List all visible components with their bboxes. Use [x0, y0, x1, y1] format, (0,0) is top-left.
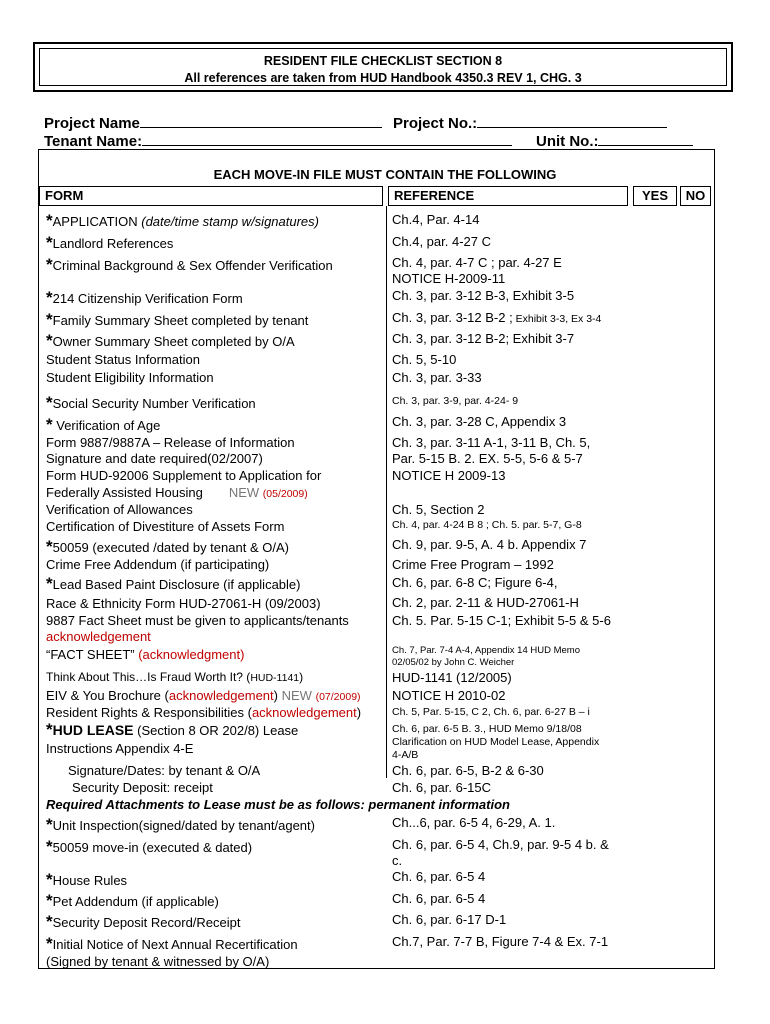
ref-crime-free: Crime Free Program – 1992 — [392, 557, 554, 572]
row-lease-1: *HUD LEASE (Section 8 OR 202/8) Lease — [46, 720, 299, 739]
ref-divestiture: Ch. 4, par. 4-24 B 8 ; Ch. 5. par. 5-7, G-8 — [392, 519, 582, 531]
ref-fact-9887: Ch. 5. Par. 5-15 C-1; Exhibit 5-5 & 5-6 — [392, 613, 611, 628]
ref-50059-movein-1: Ch. 6, par. 6-5 4, Ch.9, par. 9-5 4 b. & — [392, 837, 609, 852]
row-release-1: Form 9887/9887A – Release of Information — [46, 435, 295, 450]
ref-ssn: Ch. 3, par. 3-9, par. 4-24- 9 — [392, 395, 519, 407]
row-citizenship: *214 Citizenship Verification Form — [46, 288, 243, 307]
ref-criminal-1: Ch. 4, par. 4-7 C ; par. 4-27 E — [392, 255, 562, 270]
project-name-field[interactable] — [140, 112, 382, 128]
ref-unit-inspection: Ch...6, par. 6-5 4, 6-29, A. 1. — [392, 815, 556, 830]
section-title: EACH MOVE-IN FILE MUST CONTAIN THE FOLLOWING — [213, 167, 557, 182]
row-application: *APPLICATION (date/time stamp w/signatures) — [46, 211, 319, 230]
row-criminal: *Criminal Background & Sex Offender Verification — [46, 255, 333, 274]
ref-house-rules: Ch. 6, par. 6-5 4 — [392, 869, 486, 884]
title-box — [33, 42, 733, 92]
unit-no-label: Unit No.: — [536, 133, 599, 150]
row-security-deposit-record: *Security Deposit Record/Receipt — [46, 912, 241, 931]
ref-race: Ch. 2, par. 2-11 & HUD-27061-H — [392, 595, 579, 610]
row-student-eligibility: Student Eligibility Information — [46, 370, 214, 385]
title-line-2: All references are taken from HUD Handbook 4350.3 REV 1, CHG. 3 — [184, 71, 582, 85]
row-allowances: Verification of Allowances — [46, 502, 193, 517]
ref-initial-notice: Ch.7, Par. 7-7 B, Figure 7-4 & Ex. 7-1 — [392, 934, 609, 949]
project-name-label: Project Name — [44, 115, 140, 132]
ref-security-deposit-record: Ch. 6, par. 6-17 D-1 — [392, 912, 507, 927]
ref-hud92006: NOTICE H 2009-13 — [392, 468, 506, 483]
ref-lease-3: 4-A/B — [392, 749, 419, 761]
row-fraud: Think About This…Is Fraud Worth It? (HUD-1141) — [46, 670, 304, 684]
ref-eiv: NOTICE H 2010-02 — [392, 688, 506, 703]
row-house-rules: *House Rules — [46, 870, 128, 889]
row-fact-9887: 9887 Fact Sheet must be given to applicants/tenants — [46, 613, 349, 628]
header-form: FORM — [39, 186, 383, 206]
row-owner: *Owner Summary Sheet completed by O/A — [46, 331, 295, 350]
row-lease-2: Instructions Appendix 4-E — [46, 741, 194, 756]
project-name-row — [44, 112, 382, 132]
row-unit-inspection: *Unit Inspection(signed/dated by tenant/agent) — [46, 815, 315, 834]
title-line-1: RESIDENT FILE CHECKLIST SECTION 8 — [263, 54, 503, 68]
ref-signature: Ch. 6, par. 6-5, B-2 & 6-30 — [392, 763, 544, 778]
row-age: * Verification of Age — [46, 415, 161, 434]
ref-lead: Ch. 6, par. 6-8 C; Figure 6-4, — [392, 575, 558, 590]
ref-fact-sheet-2: 02/05/02 by John C. Weicher — [392, 657, 515, 668]
row-fact-9887-ack: acknowledgement — [46, 629, 151, 644]
row-deposit: Security Deposit: receipt — [72, 780, 213, 795]
tenant-name-row — [44, 130, 512, 150]
row-hud92006-1: Form HUD-92006 Supplement to Application for — [46, 468, 322, 483]
row-student-status: Student Status Information — [46, 352, 200, 367]
ref-fraud: HUD-1141 (12/2005) — [392, 670, 512, 685]
unit-no-row — [536, 130, 693, 150]
ref-criminal-2: NOTICE H-2009-11 — [392, 271, 506, 286]
project-no-field[interactable] — [477, 112, 667, 128]
row-race: Race & Ethnicity Form HUD-27061-H (09/2003) — [46, 596, 321, 611]
ref-50059: Ch. 9, par. 9-5, A. 4 b. Appendix 7 — [392, 537, 587, 552]
row-landlord: *Landlord References — [46, 233, 174, 252]
column-divider — [386, 206, 387, 778]
ref-lease-2: Clarification on HUD Model Lease, Appendix — [392, 736, 600, 748]
ref-citizenship: Ch. 3, par. 3-12 B-3, Exhibit 3-5 — [392, 288, 575, 303]
row-signature: Signature/Dates: by tenant & O/A — [68, 763, 261, 778]
row-divestiture: Certification of Divestiture of Assets Form — [46, 519, 285, 534]
tenant-name-label: Tenant Name: — [44, 133, 143, 150]
row-50059-movein: *50059 move-in (executed & dated) — [46, 837, 253, 856]
tenant-name-field[interactable] — [142, 130, 512, 146]
ref-age: Ch. 3, par. 3-28 C, Appendix 3 — [392, 414, 567, 429]
row-50059: *50059 (executed /dated by tenant & O/A) — [46, 537, 289, 556]
ref-release-1: Ch. 3, par. 3-11 A-1, 3-11 B, Ch. 5, — [392, 435, 591, 450]
row-eiv: EIV & You Brochure (acknowledgement) NEW (07/2009) — [46, 688, 361, 703]
row-ssn: *Social Security Number Verification — [46, 393, 256, 412]
project-no-row — [393, 112, 667, 132]
row-rights: Resident Rights & Responsibilities (acknowledgement) — [46, 705, 362, 720]
ref-release-2: Par. 5-15 B. 2. EX. 5-5, 5-6 & 5-7 — [392, 451, 583, 466]
header-reference: REFERENCE — [388, 186, 628, 206]
unit-no-field[interactable] — [598, 130, 693, 146]
ref-deposit: Ch. 6, par. 6-15C — [392, 780, 491, 795]
ref-student-eligibility: Ch. 3, par. 3-33 — [392, 370, 482, 385]
row-fact-sheet: “FACT SHEET” (acknowledgment) — [46, 647, 245, 662]
ref-50059-movein-2: c. — [392, 853, 403, 868]
row-lead: *Lead Based Paint Disclosure (if applicable) — [46, 574, 301, 593]
row-family: *Family Summary Sheet completed by tenant — [46, 310, 309, 329]
ref-application: Ch.4, Par. 4-14 — [392, 212, 480, 227]
project-no-label: Project No.: — [393, 115, 478, 132]
ref-fact-sheet-1: Ch. 7, Par. 7-4 A-4, Appendix 14 HUD Memo — [392, 645, 580, 656]
header-yes: YES — [633, 186, 677, 206]
header-no: NO — [680, 186, 711, 206]
row-crime-free: Crime Free Addendum (if participating) — [46, 557, 270, 572]
row-pet: *Pet Addendum (if applicable) — [46, 891, 219, 910]
row-hud92006-2: Federally Assisted Housing NEW (05/2009) — [46, 485, 308, 500]
ref-rights: Ch. 5, Par. 5-15, C 2, Ch. 6, par. 6-27 B – i — [392, 706, 590, 718]
ref-student-status: Ch. 5, 5-10 — [392, 352, 457, 367]
ref-allowances: Ch. 5, Section 2 — [392, 502, 485, 517]
ref-family: Ch. 3, par. 3-12 B-2 ; Exhibit 3-3, Ex 3-4 — [392, 310, 602, 325]
ref-pet: Ch. 6, par. 6-5 4 — [392, 891, 486, 906]
ref-lease-1: Ch. 6, par. 6-5 B. 3., HUD Memo 9/18/08 — [392, 723, 582, 735]
ref-owner: Ch. 3, par. 3-12 B-2; Exhibit 3-7 — [392, 331, 575, 346]
title-inner — [39, 48, 727, 86]
row-release-2: Signature and date required(02/2007) — [46, 451, 263, 466]
row-initial-notice-2: (Signed by tenant & witnessed by O/A) — [46, 954, 270, 969]
required-attachments: Required Attachments to Lease must be as follows: permanent information — [46, 797, 510, 812]
ref-landlord: Ch.4, par. 4-27 C — [392, 234, 491, 249]
row-initial-notice-1: *Initial Notice of Next Annual Recertification — [46, 934, 298, 953]
